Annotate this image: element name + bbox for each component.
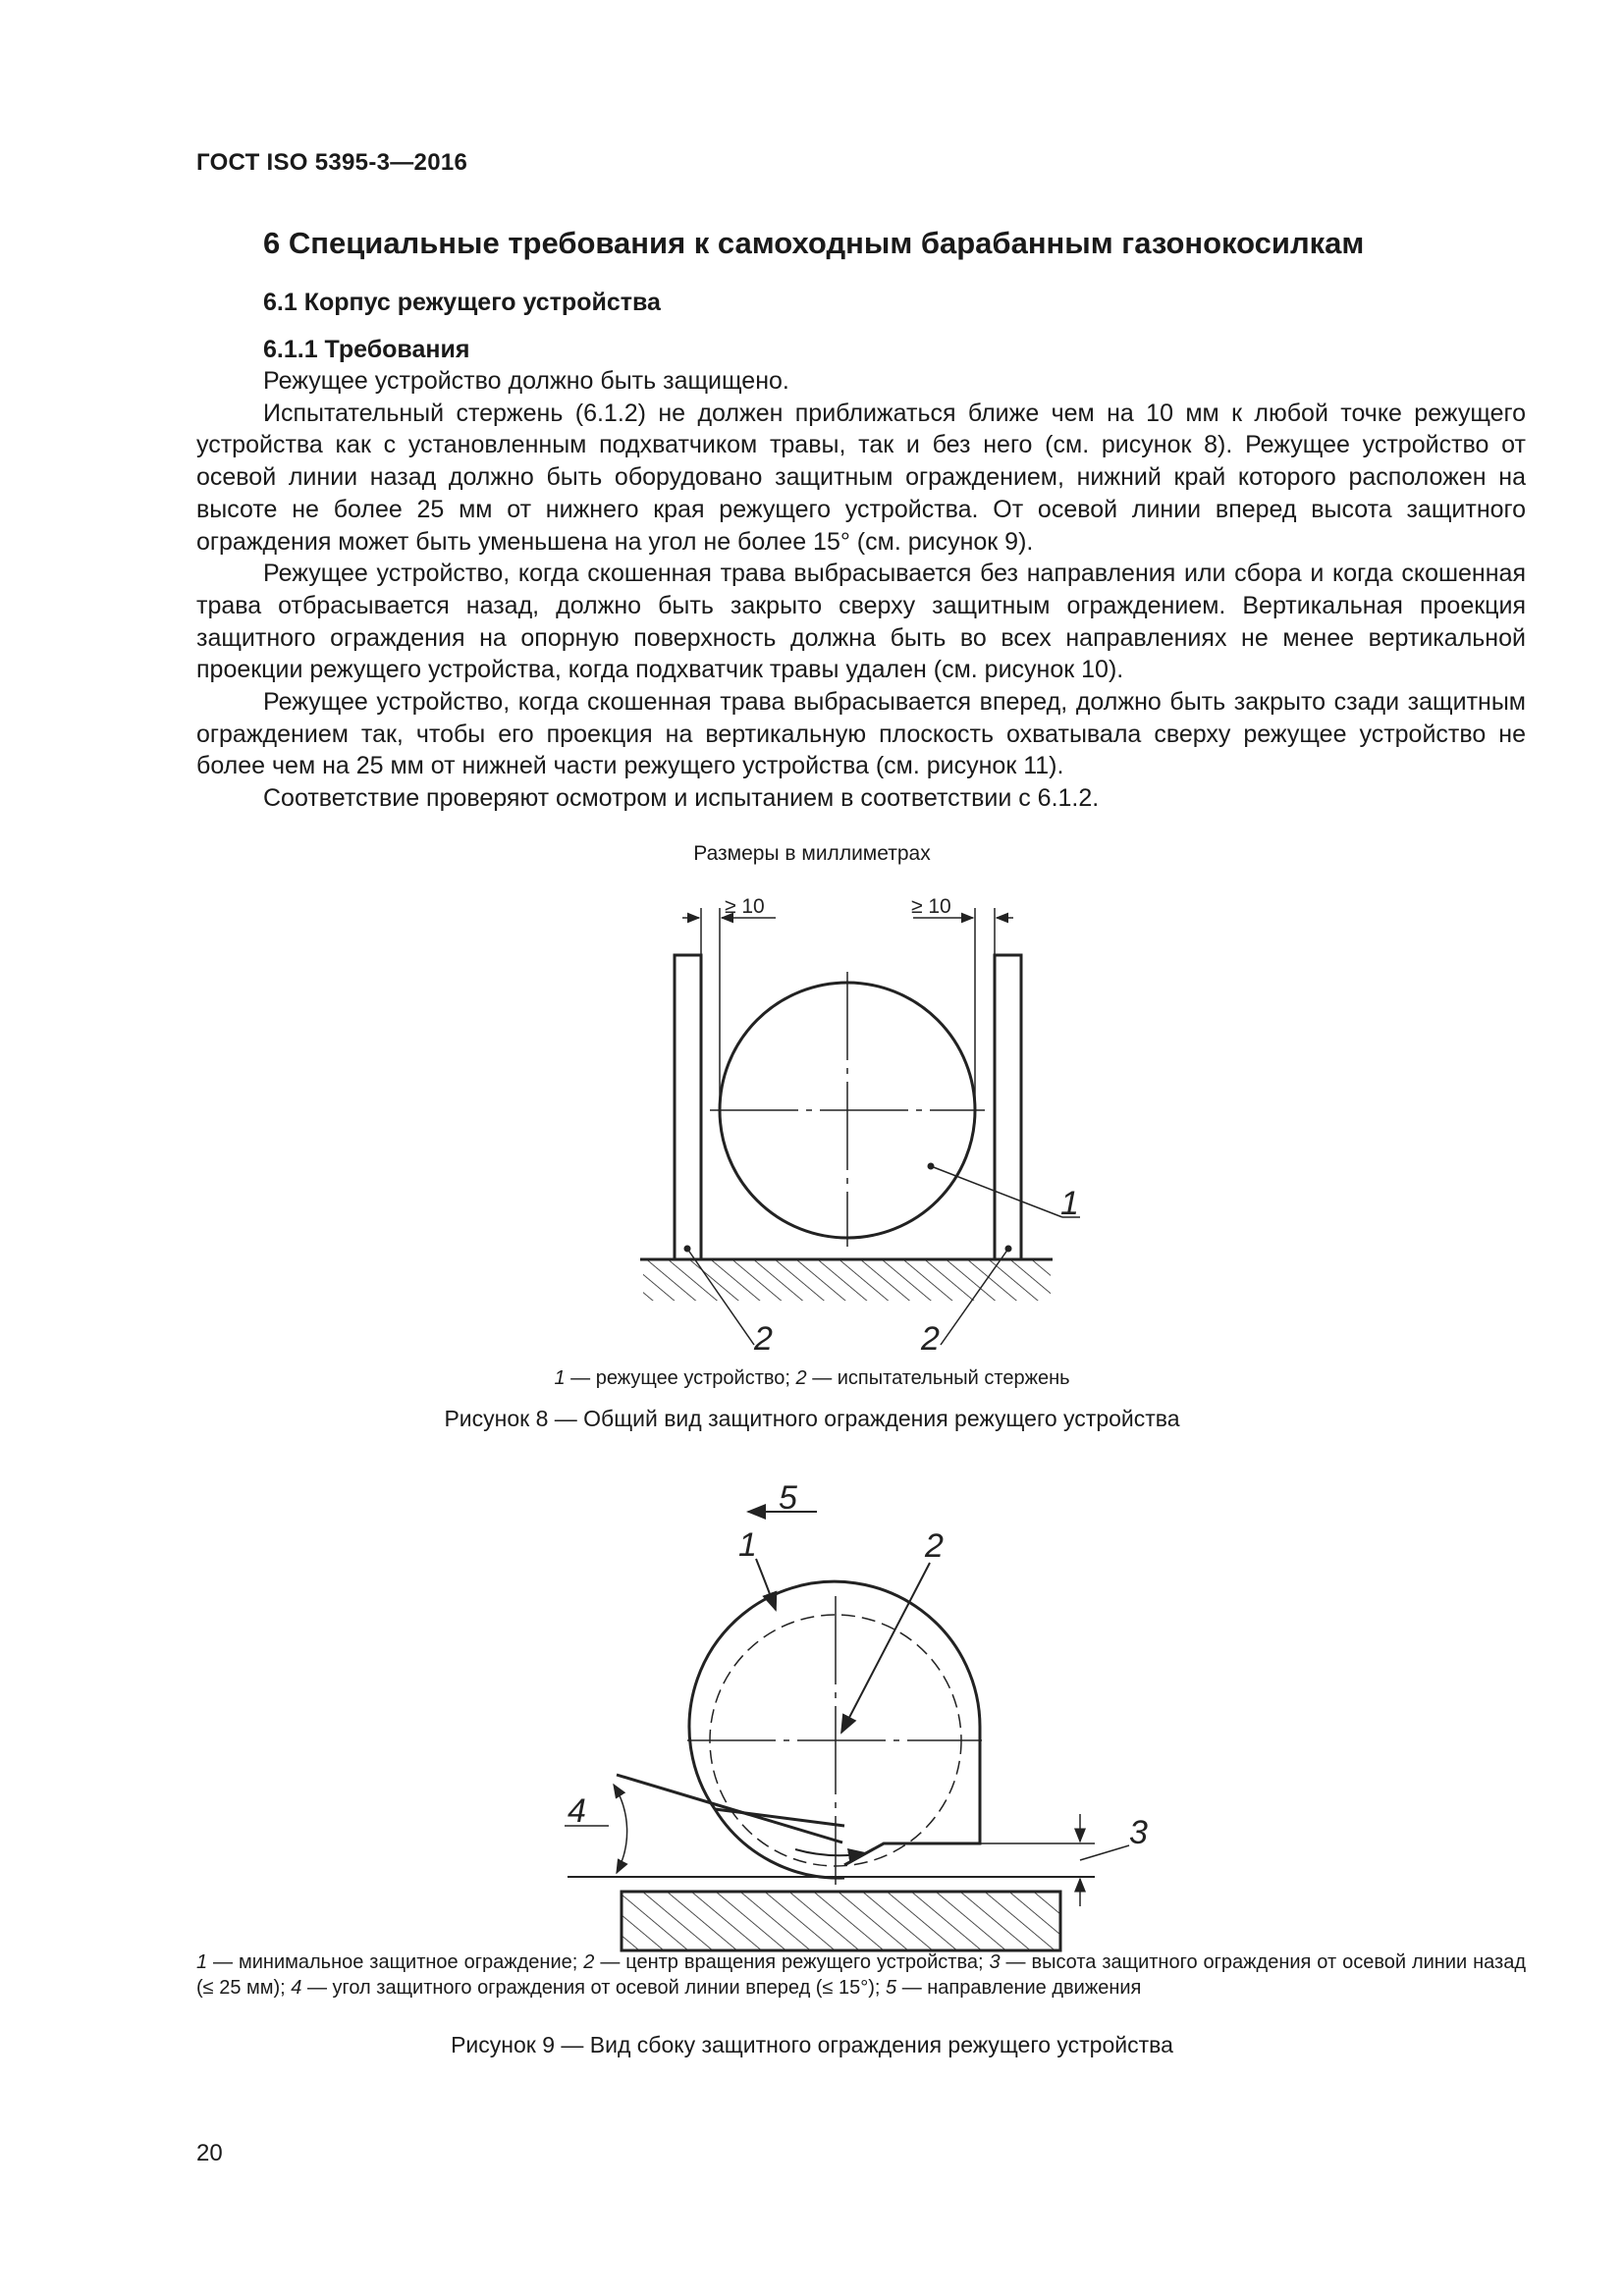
callout-2-right: 2 xyxy=(921,1320,940,1358)
callout-4: 4 xyxy=(568,1792,586,1830)
paragraph: Испытательный стержень (6.1.2) не должен приближаться ближе чем на 10 мм к любой точке режущего устройства как с установленным подхватчиком травы, так и без него (см. рисунок 8). Режущее устройство от осевой линии назад должно быть оборудовано защитным ограждением, нижний край которого расположен на высоте не более 25 мм от нижнего края режущего устройства. От осевой линии вперед высота защитного ограждения может быть уменьшена на угол не более 15° (см. рисунок 9). xyxy=(196,399,1526,556)
callout-1: 1 xyxy=(738,1526,757,1564)
page-number: 20 xyxy=(196,2140,223,2166)
callout-1: 1 xyxy=(1060,1185,1079,1222)
document-header: ГОСТ ISO 5395-3—2016 xyxy=(196,149,468,176)
dim-right-label: ≥ 10 xyxy=(911,895,951,918)
figure-9-legend: 1 — минимальное защитное ограждение; 2 — центр вращения режущего устройства; 3 — высота защитного ограждения от осевой линии назад (≤ 25 мм); 4 — угол защитного ограждения от осевой линии вперед (≤ 15°); 5 — направление движения xyxy=(196,1951,1527,1999)
figure-8-legend: 1 — режущее устройство; 2 — испытательный стержень xyxy=(554,1367,1070,1389)
figure-8-caption: Рисунок 8 — Общий вид защитного ограждения режущего устройства xyxy=(444,1406,1180,1431)
paragraph: Режущее устройство должно быть защищено. xyxy=(263,367,789,395)
section-title: 6 Специальные требования к самоходным барабанным газонокосилкам xyxy=(263,226,1365,260)
dim-left-label: ≥ 10 xyxy=(725,895,765,918)
dimensions-note: Размеры в миллиметрах xyxy=(693,842,931,865)
guard-outline xyxy=(689,1581,980,1865)
paragraph: Соответствие проверяют осмотром и испытанием в соответствии с 6.1.2. xyxy=(263,784,1100,813)
callout-5: 5 xyxy=(779,1479,797,1517)
front-guard-line xyxy=(617,1775,842,1842)
paragraph: Режущее устройство, когда скошенная трава выбрасывается вперед, должно быть закрыто сзади защитным ограждением так, чтобы его проекция на вертикальную плоскость охватывала сверху режущее устройство не более чем на 25 мм от нижней части режущего устройства (см. рисунок 11). xyxy=(196,688,1526,780)
subsection-title: 6.1 Корпус режущего устройства xyxy=(263,289,661,316)
callout-2-left: 2 xyxy=(754,1320,773,1358)
figure-9-caption: Рисунок 9 — Вид сбоку защитного ограждения режущего устройства xyxy=(451,2032,1173,2057)
subsubsection-title: 6.1.1 Требования xyxy=(263,336,470,363)
support-block xyxy=(622,1892,1060,1950)
paragraph: Режущее устройство, когда скошенная трава выбрасывается без направления или сбора и когда скошенная трава отбрасывается назад, должно быть закрыто сверху защитным ограждением. Вертикальная проекция защитного ограждения на опорную поверхность должна быть во всех направлениях не менее вертикальной проекции режущего устройства, когда подхватчик травы удален (см. рисунок 10). xyxy=(196,560,1526,684)
callout-3: 3 xyxy=(1129,1814,1148,1851)
callout-2: 2 xyxy=(925,1527,944,1565)
